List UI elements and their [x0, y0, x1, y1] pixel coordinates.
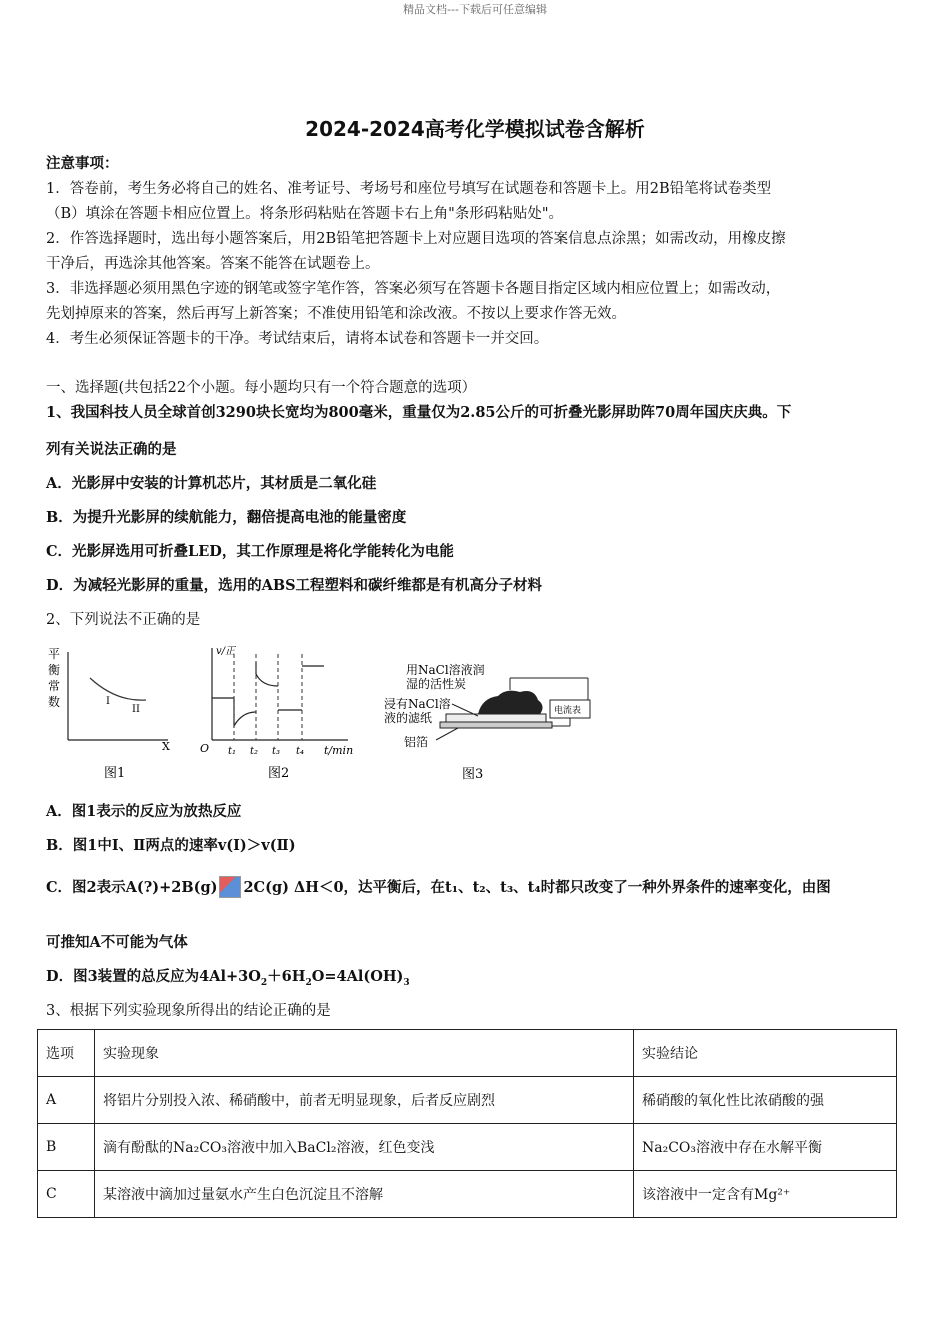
question-2-option-b: B．图1中Ⅰ、Ⅱ两点的速率v(Ⅰ)＞v(Ⅱ) [46, 837, 296, 854]
notice-line: （B）填涂在答题卡相应位置上。将条形码粘贴在答题卡右上角"条形码粘贴处"。 [46, 206, 563, 222]
figure-2 [198, 640, 368, 785]
table-cell: A [38, 1077, 95, 1124]
fig1-ylabel: 平 [48, 647, 61, 661]
figure-3 [374, 658, 604, 785]
fig3-label: 铝箔 [404, 735, 429, 749]
notice-line: 4．考生必须保证答题卡的干净。考试结束后，请将本试卷和答题卡一并交回。 [46, 331, 549, 347]
table-cell: 该溶液中一定含有Mg²⁺ [634, 1171, 897, 1218]
notice-line: 先划掉原来的答案，然后再写上新答案；不准使用铅笔和涂改液。不按以上要求作答无效。 [46, 306, 626, 322]
page-header: 精品文档---下载后可任意编辑 [403, 3, 547, 16]
figure-1 [46, 640, 186, 785]
fig2-ylabel: v/正 [216, 646, 236, 657]
question-2-option-d: D．图3装置的总反应为$4Al+3O_2+6H_2O=4Al(OH)_3$ [46, 968, 410, 988]
activated-carbon [478, 691, 543, 714]
table-header-cell: 实验结论 [634, 1030, 897, 1077]
ammeter-label: 电流表 [554, 706, 582, 716]
fig2-tick: t₃ [272, 746, 281, 757]
fig1-point-label: II [132, 704, 140, 715]
notice-line: 1．答卷前，考生务必将自己的姓名、准考证号、考场号和座位号填写在试题卷和答题卡上。用2B铅笔将试卷类型 [46, 181, 772, 197]
table-cell: B [38, 1124, 95, 1171]
fig1-xlabel: X [162, 740, 170, 753]
table-header-cell: 选项 [38, 1030, 95, 1077]
question-2-option-c: C．图2表示A(?)+2B(g) 2C(g) ΔH＜0，达平衡后，在t₁、t₂、t₃、t₄时都只改变了一种外界条件的速率变化，由图 [46, 876, 906, 898]
fig2-tick: t₄ [296, 746, 305, 757]
section-heading: 一、选择题(共包括22个小题。每小题均只有一个符合题意的选项） [46, 380, 477, 396]
table-header-row [38, 1030, 897, 1077]
question-1-option-a: A．光影屏中安装的计算机芯片，其材质是二氧化硅 [46, 475, 377, 492]
fig2-xlabel: t/min [324, 744, 354, 757]
fig3-label: 浸有NaCl溶 [384, 697, 451, 711]
notice-heading: 注意事项： [46, 155, 119, 172]
fig3-label: 液的滤纸 [384, 711, 433, 725]
fig1-point-label: I [106, 696, 110, 707]
aluminum-foil [440, 722, 552, 728]
fig3-label: 湿的活性炭 [406, 677, 467, 691]
table-cell: 稀硝酸的氧化性比浓硝酸的强 [634, 1077, 897, 1124]
fig2-caption: 图2 [268, 766, 290, 781]
question-3-stem: 3、根据下列实验现象所得出的结论正确的是 [46, 1003, 331, 1019]
table-row [38, 1077, 897, 1124]
question-2-option-a: A．图1表示的反应为放热反应 [46, 803, 242, 820]
notice-line: 3．非选择题必须用黑色字迹的钢笔或签字笔作答，答案必须写在答题卡各题目指定区域内相应位置上；如需改动， [46, 281, 781, 297]
table-header-cell: 实验现象 [95, 1030, 634, 1077]
fig1-ylabel: 常 [48, 679, 61, 693]
fig1-caption: 图1 [104, 766, 126, 781]
fig2-tick: t₁ [228, 746, 237, 757]
fig1-ylabel: 衡 [48, 663, 61, 677]
question-1-option-b: B．为提升光影屏的续航能力，翻倍提高电池的能量密度 [46, 509, 407, 526]
question-1-stem-cont: 列有关说法正确的是 [46, 441, 177, 458]
notice-line: 干净后，再选涂其他答案。答案不能答在试题卷上。 [46, 256, 380, 272]
fig1-curve [90, 678, 146, 700]
table-row [38, 1124, 897, 1171]
table-cell: 某溶液中滴加过量氨水产生白色沉淀且不溶解 [95, 1171, 634, 1218]
fig3-label: 用NaCl溶液润 [406, 663, 485, 677]
question-1-option-c: C．光影屏选用可折叠LED，其工作原理是将化学能转化为电能 [46, 543, 454, 560]
equilibrium-arrow-icon [219, 876, 241, 898]
fig3-caption: 图3 [462, 767, 484, 782]
fig2-origin: O [200, 742, 210, 755]
fig2-tick: t₂ [250, 746, 259, 757]
question-1-stem: 1、我国科技人员全球首创3290块长宽均为800毫米，重量仅为2.85公斤的可折叠光影屏助阵70周年国庆庆典。下 [46, 404, 792, 421]
notice-line: 2．作答选择题时，选出每小题答案后，用2B铅笔把答题卡上对应题目选项的答案信息点涂黑；如需改动，用橡皮擦 [46, 231, 786, 247]
fig1-ylabel: 数 [48, 695, 61, 709]
question-1-option-d: D．为减轻光影屏的重量，选用的ABS工程塑料和碳纤维都是有机高分子材料 [46, 577, 543, 594]
page-title: 2024-2024高考化学模拟试卷含解析 [305, 117, 645, 141]
table-cell: C [38, 1171, 95, 1218]
table-cell: Na₂CO₃溶液中存在水解平衡 [634, 1124, 897, 1171]
question-3-table [37, 1029, 897, 1218]
filter-paper [446, 714, 546, 722]
question-2-stem: 2、下列说法不正确的是 [46, 612, 201, 628]
table-cell: 滴有酚酞的Na₂CO₃溶液中加入BaCl₂溶液，红色变浅 [95, 1124, 634, 1171]
question-2-option-c-cont: 可推知A不可能为气体 [46, 934, 188, 951]
table-row [38, 1171, 897, 1218]
table-cell: 将铝片分别投入浓、稀硝酸中，前者无明显现象，后者反应剧烈 [95, 1077, 634, 1124]
